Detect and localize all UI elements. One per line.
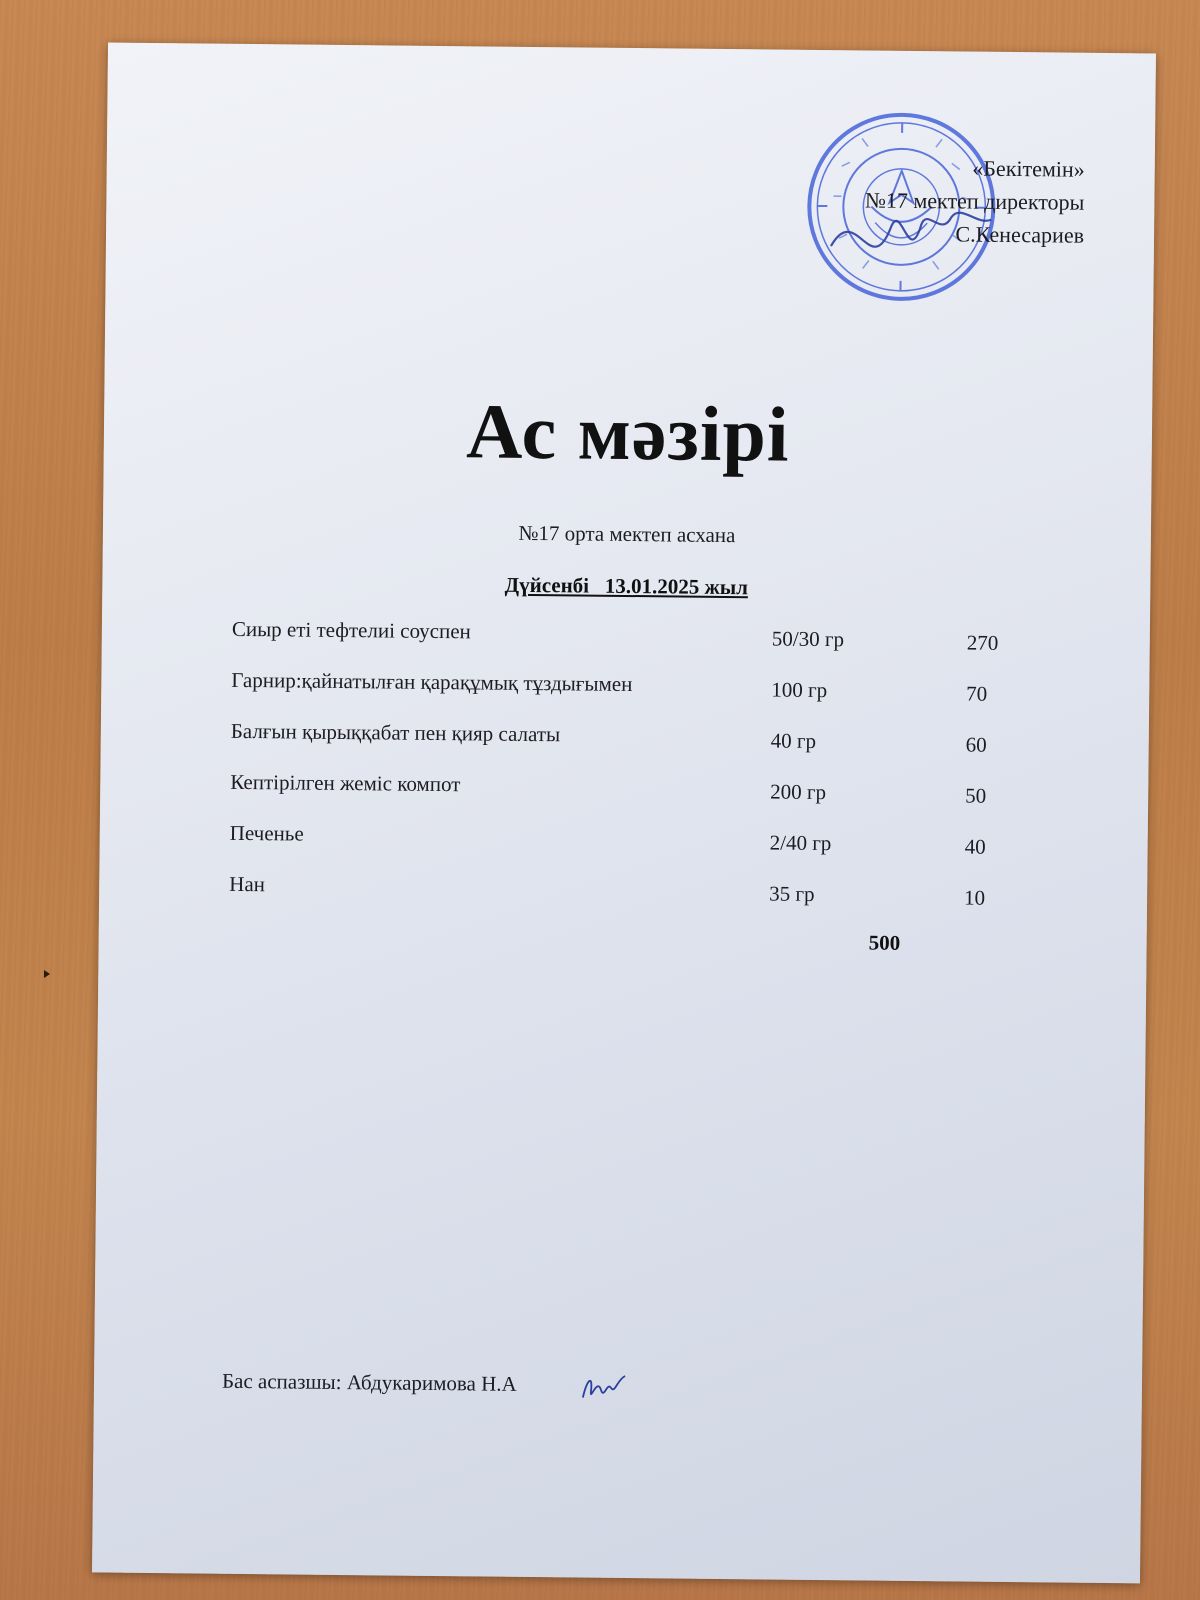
dish-name: Балғын қырыққабат пен қияр салаты bbox=[230, 718, 561, 747]
menu-item bbox=[231, 668, 1031, 727]
dish-name: Печенье bbox=[229, 820, 304, 846]
menu-item bbox=[229, 872, 1029, 931]
dish-name: Кептірілген жеміс компот bbox=[230, 769, 461, 797]
dish-price: 40 bbox=[964, 834, 986, 859]
menu-item bbox=[230, 770, 1030, 829]
menu-total: 500 bbox=[868, 930, 901, 955]
menu-item bbox=[231, 617, 1031, 676]
table-mark bbox=[44, 970, 50, 978]
menu-item bbox=[230, 719, 1030, 778]
page-subtitle: №17 орта мектеп асхана bbox=[518, 520, 736, 548]
dish-name: Нан bbox=[229, 871, 266, 897]
dish-portion: 35 гр bbox=[769, 881, 815, 906]
menu-item bbox=[229, 821, 1029, 880]
dish-name: Сиыр еті тефтелиі соуспен bbox=[231, 616, 472, 644]
dish-portion: 50/30 гр bbox=[771, 626, 845, 652]
dish-price: 60 bbox=[965, 732, 987, 757]
approval-signer: С.Кенесариев bbox=[955, 221, 1085, 248]
signature-icon bbox=[579, 1370, 629, 1407]
page-title: Ас мәзірі bbox=[465, 387, 791, 478]
dish-portion: 2/40 гр bbox=[769, 830, 832, 856]
dish-price: 50 bbox=[965, 783, 987, 808]
dish-portion: 200 гр bbox=[770, 779, 827, 805]
menu-list bbox=[229, 617, 1032, 931]
menu-document bbox=[92, 43, 1156, 1584]
dish-portion: 40 гр bbox=[770, 728, 817, 753]
approval-block bbox=[864, 150, 1084, 251]
menu-date: Дүйсенбі 13.01.2025 жыл bbox=[504, 572, 749, 600]
head-chef-line: Бас аспазшы: Абдукаримова Н.А bbox=[221, 1368, 517, 1396]
dish-name: Гарнир:қайнатылған қарақұмық тұздығымен bbox=[231, 667, 633, 697]
dish-price: 70 bbox=[966, 681, 988, 706]
approval-heading: «Бекітемін» bbox=[972, 155, 1085, 182]
dish-portion: 100 гр bbox=[771, 677, 828, 703]
dish-price: 270 bbox=[966, 630, 999, 655]
approval-position: №17 мектеп директоры bbox=[864, 187, 1085, 215]
dish-price: 10 bbox=[963, 885, 986, 910]
